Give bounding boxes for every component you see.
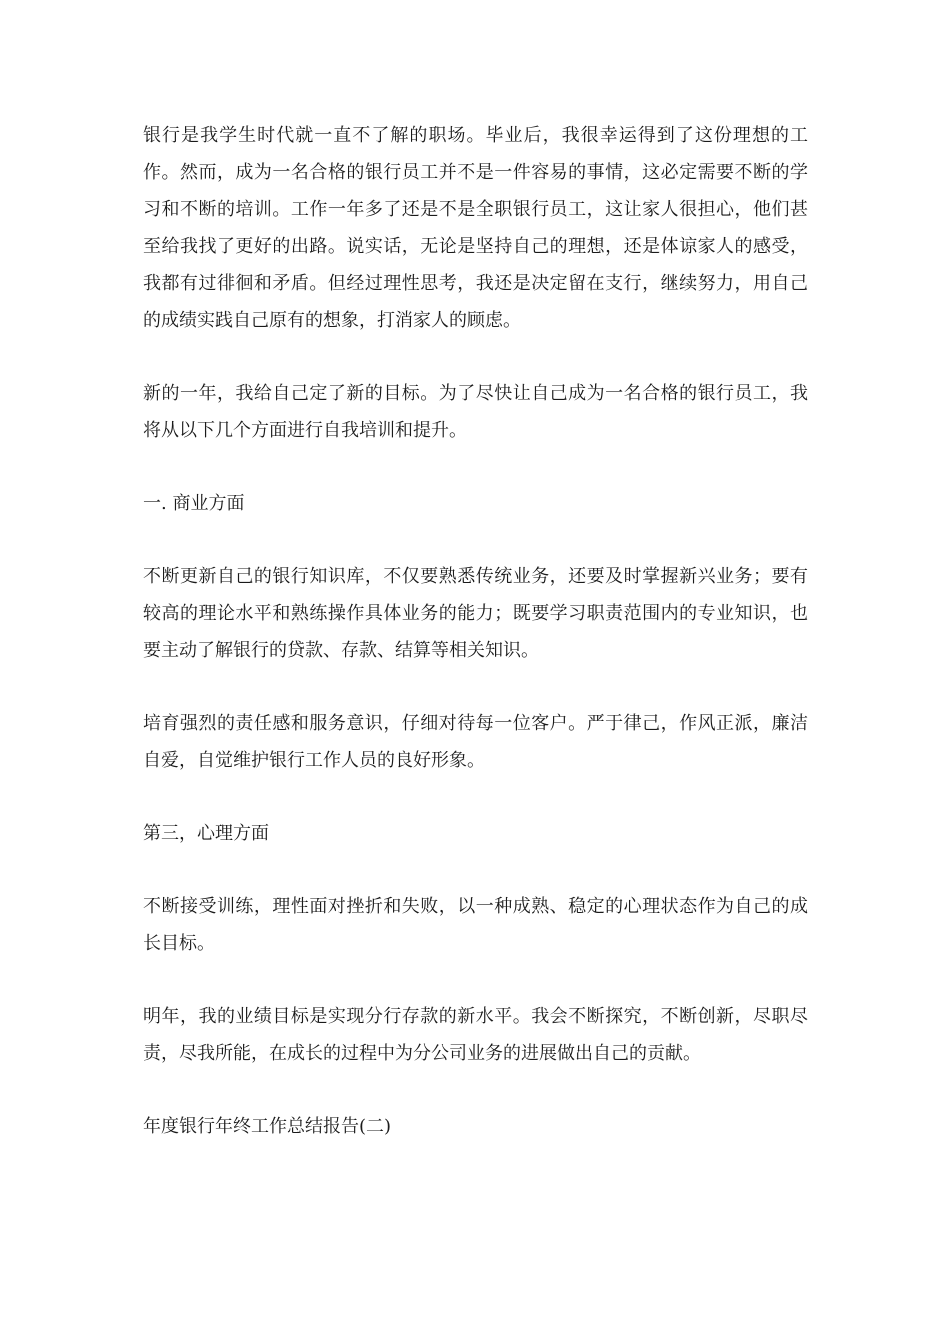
- document-body: [143, 117, 808, 1181]
- paragraph-intro: 银行是我学生时代就一直不了解的职场。毕业后，我很幸运得到了这份理想的工作。然而，成为一名合格的银行员工并不是一件容易的事情，这必定需要不断的学习和不断的培训。工作一年多了还是不是全职银行员工，这让家人很担心，他们甚至给我找了更好的出路。说实话，无论是坚持自己的理想，还是体谅家人的感受，我都有过徘徊和矛盾。但经过理性思考，我还是决定留在支行，继续努力，用自己的成绩实践自己原有的想象，打消家人的顾虑。: [143, 125, 808, 331]
- paragraph-new-year-goal: 新的一年，我给自己定了新的目标。为了尽快让自己成为一名合格的银行员工，我将从以下几个方面进行自我培训和提升。: [143, 383, 808, 441]
- paragraph-performance-goal: 明年，我的业绩目标是实现分行存款的新水平。我会不断探究，不断创新，尽职尽责，尽我所能，在成长的过程中为分公司业务的进展做出自己的贡献。: [143, 1006, 808, 1064]
- section-heading-psychology: 第三，心理方面: [143, 823, 269, 844]
- section-heading-business: 一. 商业方面: [143, 493, 245, 514]
- paragraph-business-knowledge: 不断更新自己的银行知识库，不仅要熟悉传统业务，还要及时掌握新兴业务；要有较高的理论水平和熟练操作具体业务的能力；既要学习职责范围内的专业知识，也要主动了解银行的贷款、存款、结算等相关知识。: [143, 566, 808, 661]
- report-title-part-two: 年度银行年终工作总结报告(二): [143, 1116, 392, 1137]
- paragraph-responsibility: 培育强烈的责任感和服务意识，仔细对待每一位客户。严于律己，作风正派，廉洁自爱，自觉维护银行工作人员的良好形象。: [143, 713, 808, 771]
- paragraph-psychology: 不断接受训练，理性面对挫折和失败，以一种成熟、稳定的心理状态作为自己的成长目标。: [143, 896, 808, 954]
